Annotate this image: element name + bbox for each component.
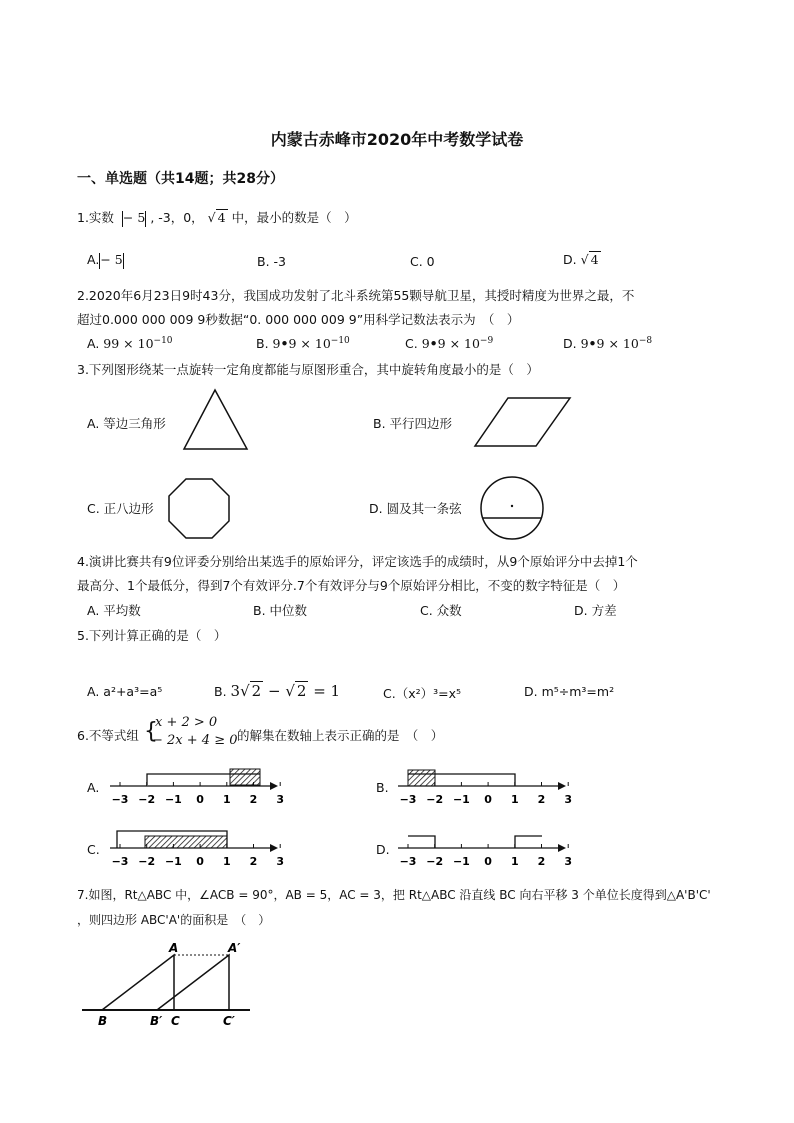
tick-label: 2 [249,855,258,868]
option-b-label: B. [214,684,227,699]
q1-d-sqrt-arg: 4 [590,252,599,267]
option-b-label: B. [256,336,269,352]
circle-chord-figure [478,474,548,544]
q3-option-c[interactable]: C. 正八边形 [87,501,154,516]
tick-label: 2 [537,793,546,806]
tick-label: 1 [222,855,231,868]
q4-option-c[interactable]: C. 众数 [420,603,462,618]
q1-sqrt-arg: 4 [217,210,226,225]
tick-label: 0 [196,793,204,806]
q1-sqrt: √ 4 [207,210,226,225]
tick-label: 2 [537,855,546,868]
q2-a-exp: −10 [153,336,173,346]
q3-option-d[interactable]: D. 圆及其一条弦 [369,501,462,516]
parallelogram-figure [472,394,574,450]
question-7-line2: ，则四边形 ABC'A'的面积是 （ ） [77,913,271,927]
q5-b-rad2: 2 [296,682,307,700]
number-line-a[interactable] [110,762,285,812]
system-brace: { [144,719,158,744]
q6-option-c-label[interactable]: C. [87,842,100,857]
question-2-line1: 2.2020年6月23日9时43分，我国成功发射了北斗系统第55颗导航卫星，其授时精度为世界之最，不 [77,288,635,303]
question-6-prefix: 6.不等式组 [77,728,139,743]
option-c-label: C. [405,336,418,352]
question-5-stem: 5.下列计算正确的是（ ） [77,628,227,643]
question-4-line1: 4.演讲比赛共有9位评委分别给出某选手的原始评分，评定该选手的成绩时，从9个原始评分中去掉1个 [77,554,638,569]
tick-label: 0 [484,793,492,806]
q2-c-rest: 9 × 10 [437,336,480,352]
q5-option-d[interactable]: D. m⁵÷m³=m² [524,684,615,699]
option-a-label: A. [87,252,100,267]
q4-option-a[interactable]: A. 平均数 [87,603,141,618]
q1-option-a[interactable] [87,252,124,269]
q1-a-expr: − 5 [100,252,123,267]
tick-label: −2 [138,855,156,868]
tick-label: −2 [138,793,156,806]
q1-option-d[interactable] [563,252,601,267]
tick-label: −3 [399,855,417,868]
q2-c-exp: −9 [479,336,494,346]
q6-option-a-label[interactable]: A. [87,780,100,795]
tick-label: −1 [452,793,470,806]
option-a-label: A. [87,336,100,352]
q2-option-d[interactable]: D. 9•9 × $10^{-8}$ [563,336,653,352]
point-b-prime: B′ [150,1014,163,1028]
q2-d-exp: −8 [638,336,653,346]
question-4-line2: 最高分、1个最低分，得到7个有效评分.7个有效评分与9个原始评分相比，不变的数字特征是（ ） [77,578,626,593]
q6-option-d-label[interactable]: D. [376,842,390,857]
axis-arrow [270,782,278,790]
question-1-stem [77,208,357,227]
axis-arrow [558,782,566,790]
bracket-left [408,836,435,848]
point-a-prime: A′ [228,941,241,955]
tick-label: −1 [164,855,182,868]
tick-label: 1 [222,793,231,806]
number-line-c[interactable] [110,824,285,874]
q2-c-base: 9 [421,336,430,352]
q5-option-c[interactable]: C.（x²）³=x⁵ [383,686,462,701]
abs-bar-right [123,253,124,269]
number-line-d-group [398,844,572,868]
section-heading: 一、单选题（共14题；共28分） [77,171,284,187]
axis-arrow [270,844,278,852]
q4-option-b[interactable]: B. 中位数 [253,603,308,618]
question-7-line1: 7.如图，Rt△ABC 中，∠ACB = 90°，AB = 5，AC = 3，把 Rt△ABC 沿直线 BC 向右平移 3 个单位长度得到△A'B'C' [77,888,711,902]
shade-region [230,769,260,785]
tick-label: 1 [510,793,519,806]
equilateral-triangle-figure [180,386,252,452]
q5-b-eq: = 1 [313,682,341,700]
q2-d-rest: 9 × 10 [596,336,639,352]
tick-label: −3 [111,793,129,806]
tick-label: −2 [426,855,444,868]
translation-figure [80,940,260,1030]
q2-option-a[interactable] [87,336,173,351]
q4-option-d[interactable]: D. 方差 [574,603,617,618]
tick-label: −1 [452,855,470,868]
inequality-2: − 2x + 4 ≥ 0 [152,733,238,748]
tick-label: 0 [484,855,492,868]
octagon-figure [166,475,232,541]
option-d-label: D. [563,336,577,352]
q1-prefix: 1.实数 [77,210,114,225]
q2-option-b[interactable]: B. 9•9 × $10^{-10}$ [256,336,350,352]
abs-bar-right [145,211,146,227]
q5-b-rad1: 2 [251,682,262,700]
point-a: A [169,941,179,955]
q1-abs-expr: − 5 [122,210,146,225]
q1-d-sqrt: √ 4 [580,252,599,267]
tick-label: 3 [276,793,285,806]
tick-label: 1 [510,855,519,868]
q1-option-c[interactable]: C. 0 [410,254,435,269]
question-6-suffix: 的解集在数轴上表示正确的是 （ ） [237,728,444,743]
question-3-stem: 3.下列图形绕某一点旋转一定角度都能与原图形重合，其中旋转角度最小的是（ ） [77,362,539,377]
tick-label: −3 [399,793,417,806]
tick-label: −3 [111,855,129,868]
option-d-label: D. [563,252,577,267]
bracket-right [515,836,542,848]
tick-label: −1 [164,793,182,806]
point-c-prime: C′ [223,1014,235,1028]
q3-option-b[interactable]: B. 平行四边形 [373,416,453,431]
q2-b-exp: −10 [330,336,350,346]
q2-b-rest: 9 × 10 [288,336,331,352]
q6-option-b-label[interactable]: B. [376,780,389,795]
point-b: B [98,1014,108,1028]
question-2-line2: 超过0.000 000 009 9秒数据“0. 000 000 009 9”用科学记数法表示为 （ ） [77,312,520,327]
tick-label: 2 [249,793,258,806]
tick-label: 3 [564,855,573,868]
q5-option-b[interactable] [214,682,340,700]
q5-b-expr: 3√ 2 − √ 2 = 1 [230,682,341,700]
q2-a-base: 99 × 10 [103,336,154,352]
q2-d-base: 9 [580,336,589,352]
tick-label: 3 [276,855,285,868]
tick-label: −2 [426,793,444,806]
tick-label: 0 [196,855,204,868]
point-c: C [171,1014,180,1028]
q5-b-coef: 3 [230,682,241,700]
q5-b-minus: − [267,682,281,700]
tick-label: 3 [564,793,573,806]
q1-suffix: 中，最小的数是（ ） [231,210,357,225]
axis-arrow [558,844,566,852]
q2-option-c[interactable]: C. 9•9 × $10^{-9}$ [405,336,494,352]
number-line-d[interactable] [398,824,573,874]
q1-list: , -3，0， [150,210,204,225]
q2-b-base: 9 [272,336,281,352]
q1-option-b[interactable]: B. -3 [257,254,286,269]
inequality-1: x + 2 > 0 [155,715,218,730]
shade-region [145,836,227,848]
shade-region [408,770,435,786]
q3-option-a[interactable]: A. 等边三角形 [87,416,166,431]
q5-option-a[interactable]: A. a²+a³=a⁵ [87,684,163,699]
number-line-a-group [110,782,284,806]
number-line-b[interactable] [398,762,573,812]
page-title: 内蒙古赤峰市2020年中考数学试卷 [270,130,524,149]
